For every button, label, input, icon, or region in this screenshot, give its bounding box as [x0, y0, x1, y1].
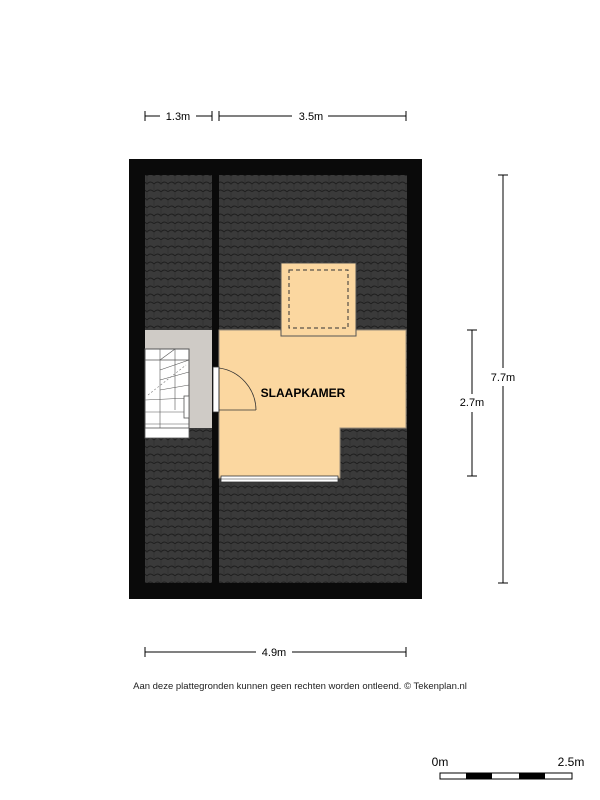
- room-label-bedroom: SLAAPKAMER: [260, 386, 346, 400]
- scale-bar: [432, 755, 585, 779]
- disclaimer: Aan deze plattegronden kunnen geen rechten worden ontleend. © Tekenplan.nl: [133, 681, 467, 692]
- dimension-label-right-room: 2.7m: [459, 397, 485, 409]
- scale-label-start: 0m: [431, 755, 449, 769]
- dimension-top: [145, 108, 406, 124]
- scale-label-end: 2.5m: [557, 755, 585, 769]
- dimension-label-top-left: 1.3m: [165, 111, 191, 123]
- dimension-label-top-right: 3.5m: [298, 111, 324, 123]
- staircase: [145, 349, 189, 438]
- window: [221, 476, 338, 482]
- dimension-label-right-total: 7.7m: [490, 372, 516, 384]
- dimension-right: [455, 175, 520, 583]
- skylight: [281, 263, 356, 336]
- dimension-label-bottom: 4.9m: [261, 647, 287, 659]
- dimension-bottom: [145, 644, 406, 660]
